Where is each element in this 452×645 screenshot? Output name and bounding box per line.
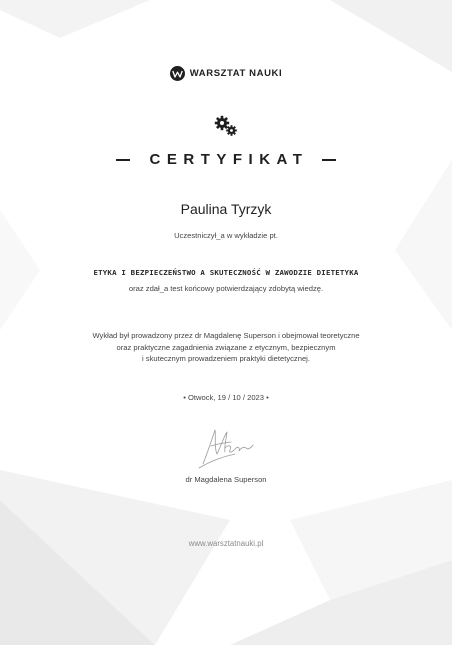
test-line: oraz zdał_a test końcowy potwierdzający zdobytą wiedzę. xyxy=(128,284,324,293)
title-dash-left xyxy=(116,159,130,161)
brand-logo-badge xyxy=(170,66,185,81)
brand-logo xyxy=(0,66,452,81)
brand-name: WARSZTAT NAUKI xyxy=(189,68,283,79)
course-title: ETYKA I BEZPIECZEŃSTWO A SKUTECZNOŚĆ W ZAWODZIE DIETETYKA xyxy=(93,268,359,277)
certificate-title-row xyxy=(0,151,452,168)
description-line: oraz praktyczne zagadnienia związane z etycznym, bezpiecznym xyxy=(116,342,336,352)
gears-icon xyxy=(0,115,452,137)
footer-url[interactable]: www.warsztatnauki.pl xyxy=(188,539,264,548)
title-dash-right xyxy=(322,159,336,161)
signatory-name: dr Magdalena Superson xyxy=(185,475,267,484)
certificate-title: CERTYFIKAT xyxy=(149,151,309,168)
lecture-description xyxy=(0,330,452,365)
w-logo-icon xyxy=(172,70,183,78)
recipient-name: Paulina Tyrzyk xyxy=(180,201,272,217)
place-date: • Otwock, 19 / 10 / 2023 • xyxy=(183,393,269,402)
participation-line: Uczestniczył_a w wykładzie pt. xyxy=(174,231,278,240)
description-line: i skutecznym prowadzeniem praktyki dietetycznej. xyxy=(142,354,310,363)
description-line: Wykład był prowadzony przez dr Magdalenę Superson i obejmował teoretyczne xyxy=(92,331,360,340)
signature-image xyxy=(0,424,452,470)
